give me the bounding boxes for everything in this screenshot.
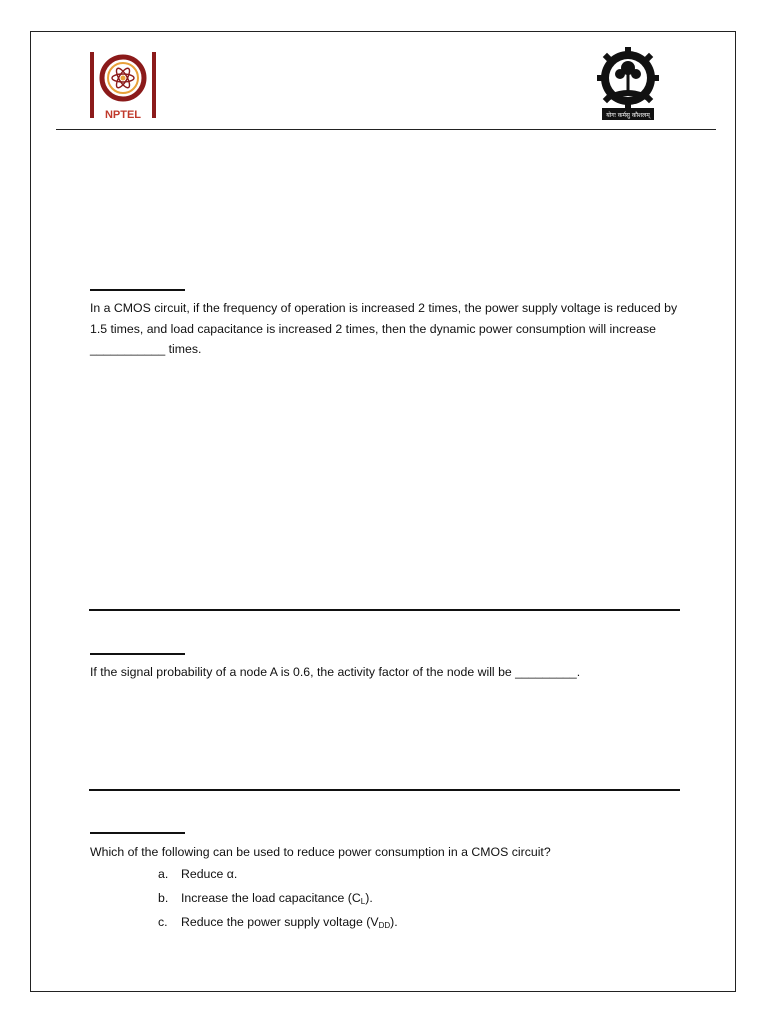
header-divider <box>56 129 716 130</box>
option-text: Increase the load capacitance $(C_L)$. <box>181 891 373 906</box>
option-marker: c. <box>158 915 168 929</box>
section-divider-2 <box>89 789 680 791</box>
question-2-label-line <box>90 653 185 655</box>
option-marker: a. <box>158 867 169 881</box>
section-divider-1 <box>89 609 680 611</box>
nptel-logo <box>90 50 158 122</box>
question-2-text: If the signal probability of a node A is 0.6, the activity factor of the node will be _________. <box>90 665 581 679</box>
option-text: Reduce α. <box>181 867 238 881</box>
option-c <box>158 912 398 936</box>
option-text: Reduce the power supply voltage $(V_{DD})$. <box>181 915 398 930</box>
question-3-label-line <box>90 832 185 834</box>
option-marker: b. <box>158 891 169 905</box>
nptel-logo-text: NPTEL <box>104 109 142 121</box>
emblem-motto: योगः कर्मसु कौशलम् <box>606 112 650 119</box>
option-a <box>158 864 398 888</box>
question-1-text: In a CMOS circuit, if the frequency of operation is increased 2 times, the power supply voltage is reduced by 1.5 times, and load capacitance is increased 2 times, then the dynamic power consumption will increase ___________ times. <box>90 301 678 356</box>
question-3-options <box>158 864 398 936</box>
option-b <box>158 888 398 912</box>
iit-emblem <box>590 44 666 124</box>
question-1-label-line <box>90 289 185 291</box>
question-3-text: Which of the following can be used to reduce power consumption in a CMOS circuit? <box>90 845 551 859</box>
